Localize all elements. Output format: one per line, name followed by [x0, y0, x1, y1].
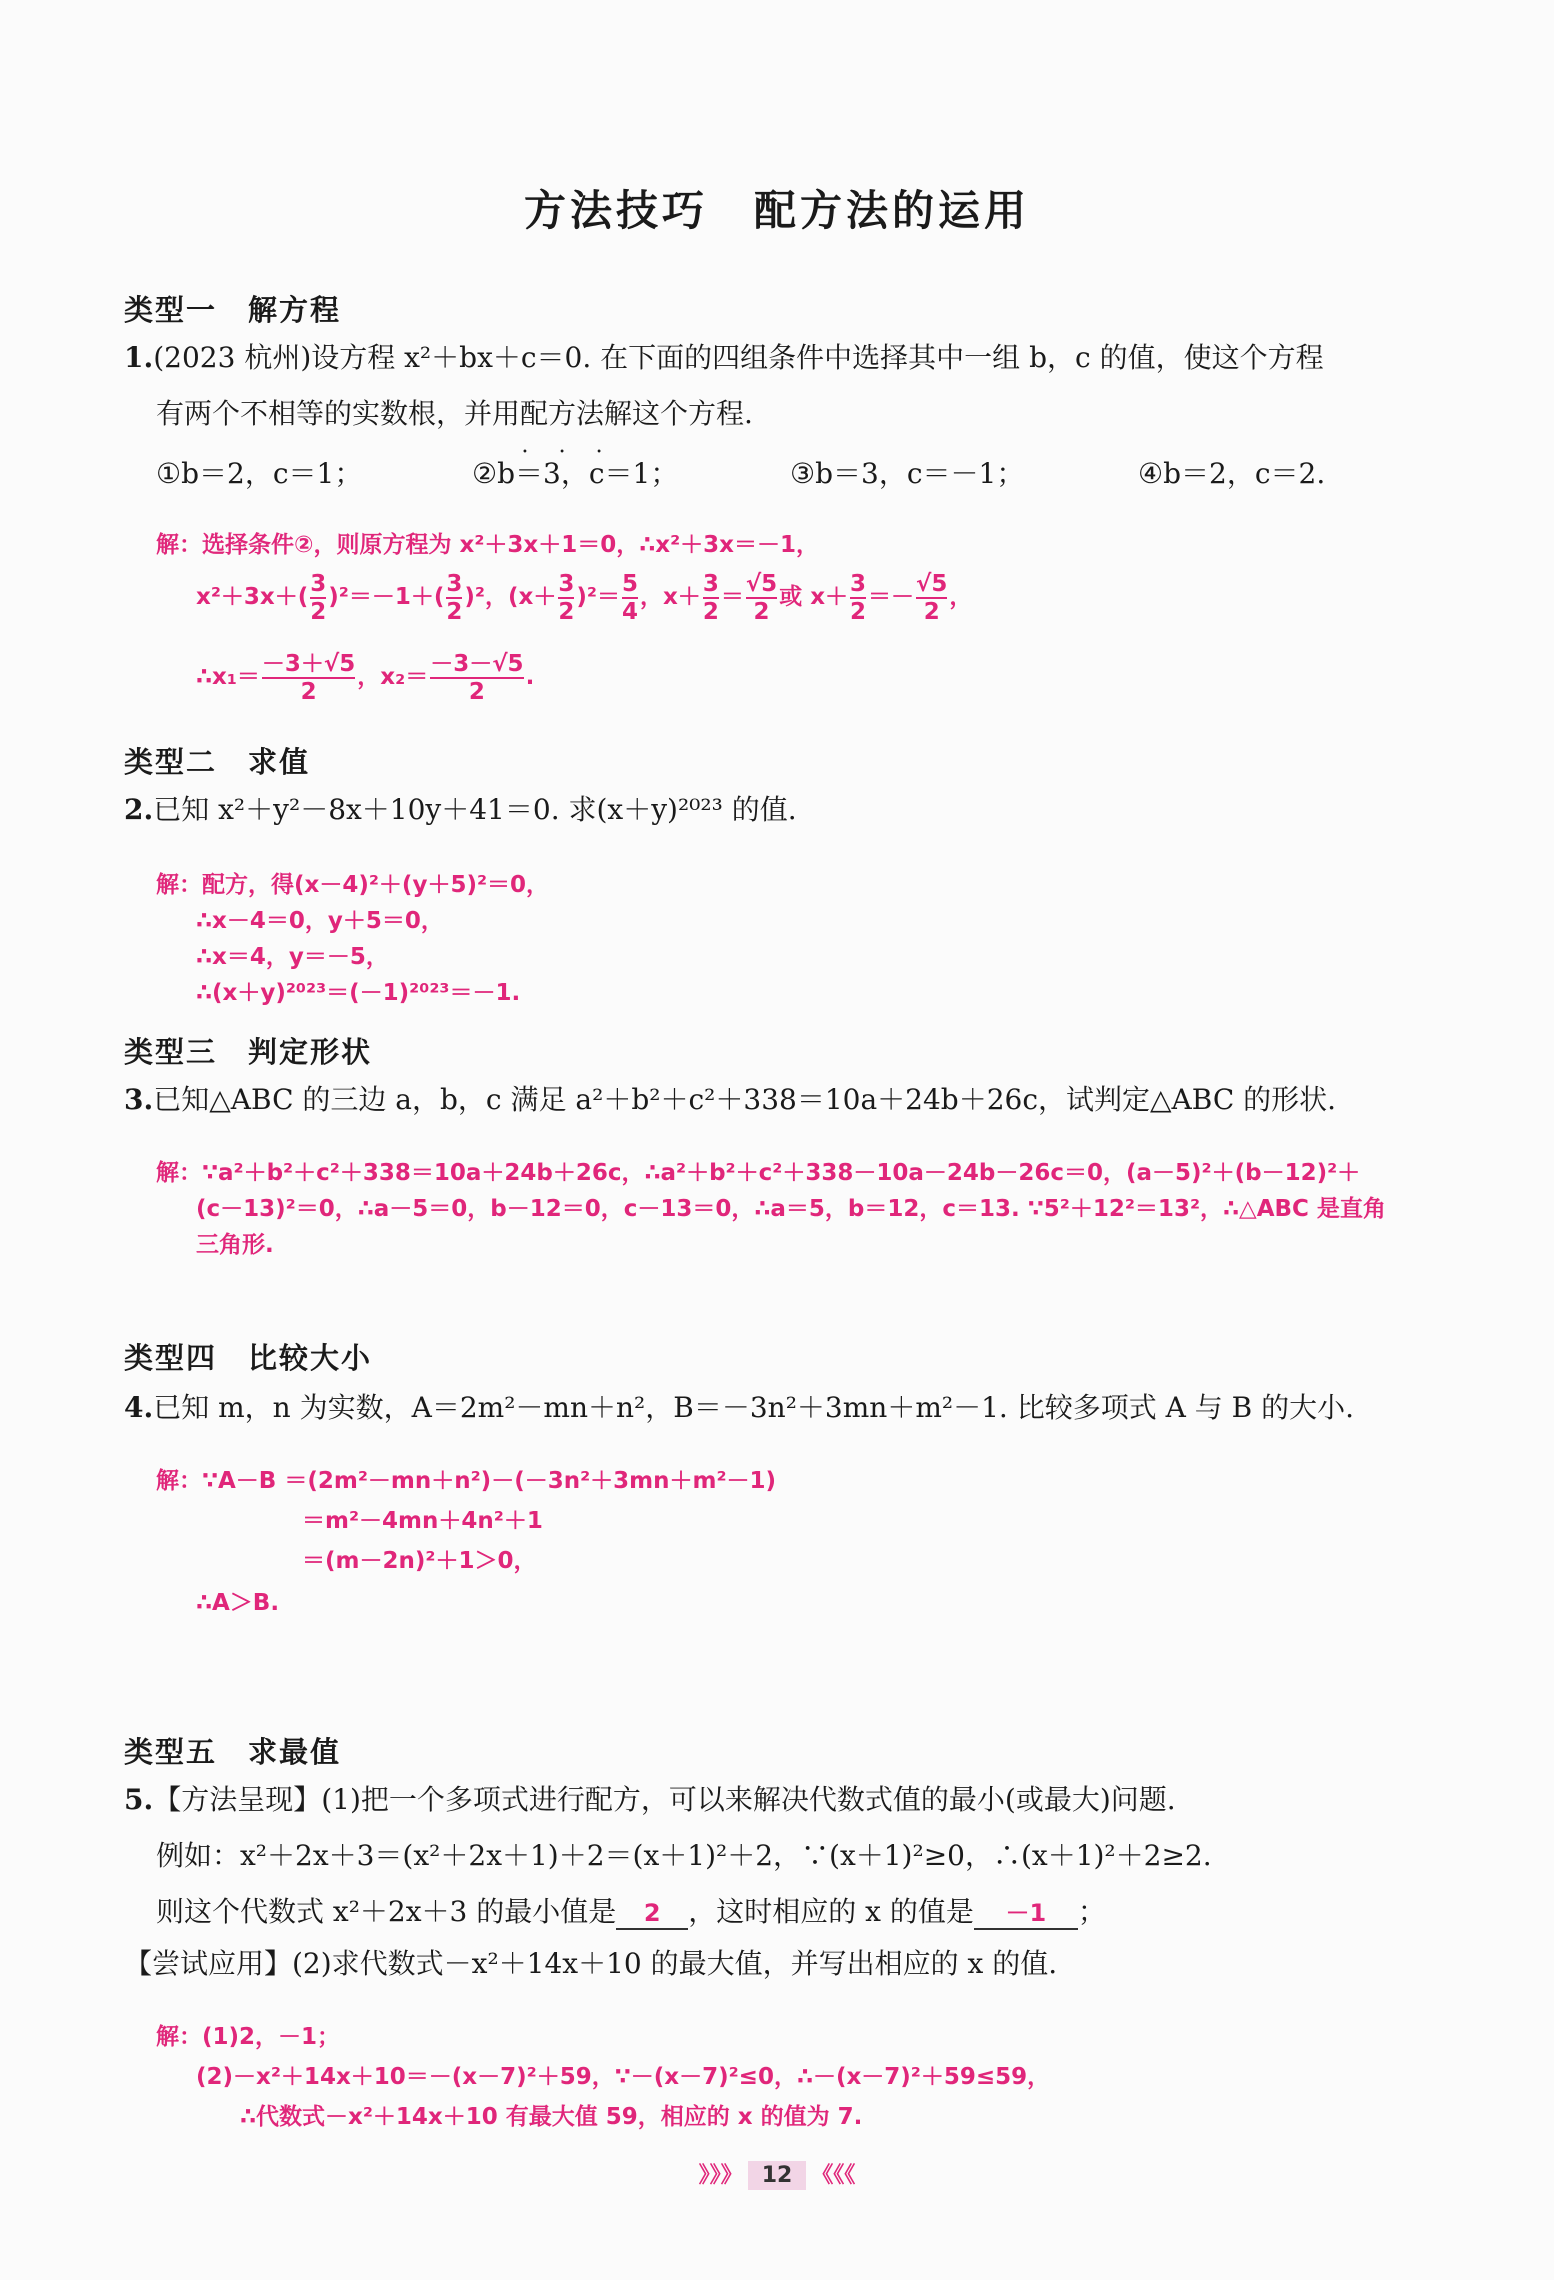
question-text: 已知△ABC 的三边 a，b，c 满足 a²＋b²＋c²＋338＝10a＋24b＋26c，试判定△ABC 的形状. [153, 1083, 1337, 1116]
question-number: 1. [124, 341, 154, 374]
fraction: $\frac{3}{2}$ [558, 570, 575, 625]
question-number: 2. [124, 793, 154, 826]
question-line-1: 【方法呈现】(1)把一个多项式进行配方，可以来解决代数式值的最小(或最大)问题. [153, 1783, 1176, 1816]
question-4 [124, 1380, 1354, 1436]
question-5-line-4: 【尝试应用】(2)求代数式－x²＋14x＋10 的最大值，并写出相应的 x 的值. [124, 1947, 1058, 1980]
solution-4-line-2: ＝m²－4mn＋4n²＋1 [302, 1508, 543, 1534]
question-1-line-2 [156, 386, 753, 442]
question-text: ； [1077, 1895, 1106, 1928]
option-1: ①b＝2，c＝1； [156, 457, 363, 490]
question-5 [124, 1772, 1176, 1828]
question-text: 已知 m，n 为实数，A＝2m²－mn＋n²，B＝－3n²＋3mn＋m²－1. 比较多项式 A 与 B 的大小. [153, 1391, 1355, 1424]
fraction: $\frac{3}{2}$ [446, 570, 463, 625]
question-number: 3. [124, 1083, 154, 1116]
solution-1-line-3 [196, 648, 534, 706]
fraction: $\frac{3}{2}$ [850, 570, 867, 625]
fraction: $\frac{-3+√5}{2}$ [261, 650, 356, 705]
math-text: ，x＋ [639, 584, 701, 610]
question-text: 则这个代数式 x²＋2x＋3 的最小值是 [156, 1895, 617, 1928]
section-heading-5: 类型五 求最值 [124, 1735, 342, 1769]
question-number: 5. [124, 1783, 154, 1816]
math-text: . [525, 664, 535, 690]
solution-5-line-2: (2)－x²＋14x＋10＝－(x－7)²＋59，∵－(x－7)²≤0，∴－(x－7)²＋59≤59， [196, 2064, 1051, 2090]
fraction: $\frac{-3-√5}{2}$ [430, 650, 524, 705]
solution-4-line-3: ＝(m－2n)²＋1＞0， [302, 1548, 537, 1574]
section-heading-3: 类型三 判定形状 [124, 1035, 373, 1069]
solution-5-line-1: 解：(1)2，－1； [156, 2024, 341, 2050]
page-title: 方法技巧 配方法的运用 [523, 186, 1030, 235]
math-text: ， [949, 584, 973, 610]
question-text: 解这个方程. [604, 397, 753, 430]
math-text: ＝－ [868, 584, 915, 610]
emphasized-text: 配方法 • • • [520, 397, 604, 430]
math-text: x²＋3x＋( [196, 584, 309, 610]
solution-2-line-3: ∴x＝4，y＝－5， [196, 944, 389, 970]
math-text: )²＝ [576, 584, 620, 610]
question-5-line-2: 例如：x²＋2x＋3＝(x²＋2x＋1)＋2＝(x＋1)²＋2，∵(x＋1)²≥0，∴(x＋1)²＋2≥2. [156, 1839, 1212, 1872]
solution-2-line-1: 解：配方，得(x－4)²＋(y＋5)²＝0， [156, 872, 550, 898]
solution-3-line-2: (c－13)²＝0，∴a－5＝0，b－12＝0，c－13＝0，∴a＝5，b＝12，c＝13. ∵5²＋12²＝13²，∴△ABC 是直角 [196, 1196, 1386, 1222]
question-text: 有两个不相等的实数根，并用 [156, 397, 521, 430]
solution-3-line-1: 解：∵a²＋b²＋c²＋338＝10a＋24b＋26c，∴a²＋b²＋c²＋338－10a－24b－26c＝0，(a－5)²＋(b－12)²＋ [156, 1160, 1361, 1186]
question-line-1: (2023 杭州)设方程 x²＋bx＋c＝0. 在下面的四组条件中选择其中一组 b，c 的值，使这个方程 [153, 341, 1324, 374]
math-text: ∴x₁＝ [196, 664, 260, 690]
solution-1-line-1: 解：选择条件②，则原方程为 x²＋3x＋1＝0，∴x²＋3x＝－1， [156, 532, 819, 558]
option-3: ③b＝3，c＝－1； [790, 457, 1025, 490]
math-text: )²，(x＋ [464, 584, 557, 610]
answer-blank-2: －1 [974, 1898, 1078, 1930]
option-2: ②b＝3，c＝1； [472, 457, 679, 490]
fraction: $\frac{√5}{2}$ [745, 570, 778, 625]
option-4: ④b＝2，c＝2. [1138, 457, 1326, 490]
section-heading-2: 类型二 求值 [124, 745, 311, 779]
solution-2-line-4: ∴(x＋y)²⁰²³＝(－1)²⁰²³＝－1. [196, 980, 521, 1006]
fraction: $\frac{√5}{2}$ [916, 570, 948, 625]
section-heading-1: 类型一 解方程 [124, 293, 342, 327]
solution-4-line-4: ∴A＞B. [196, 1590, 280, 1616]
section-heading-4: 类型四 比较大小 [124, 1341, 373, 1375]
math-text: ＝ [720, 584, 744, 610]
fraction: $\frac{5}{4}$ [621, 570, 638, 625]
question-text: 已知 x²＋y²－8x＋10y＋41＝0. 求(x＋y)²⁰²³ 的值. [153, 793, 797, 826]
question-text: ，这时相应的 x 的值是 [688, 1895, 974, 1928]
math-text: 或 x＋ [779, 584, 849, 610]
question-5-line-3 [156, 1884, 1106, 1940]
question-2 [124, 782, 797, 838]
math-text: )²＝－1＋( [328, 584, 445, 610]
fraction: $\frac{3}{2}$ [310, 570, 327, 625]
question-1 [124, 330, 1324, 386]
fraction: $\frac{3}{2}$ [702, 570, 719, 625]
question-number: 4. [124, 1391, 154, 1424]
solution-4-line-1: 解：∵A－B ＝(2m²－mn＋n²)－(－3n²＋3mn＋m²－1) [156, 1468, 777, 1494]
solution-5-line-3: ∴代数式－x²＋14x＋10 有最大值 59，相应的 x 的值为 7. [240, 2104, 863, 2130]
page-footer [0, 2158, 1554, 2190]
math-text: ，x₂＝ [357, 664, 429, 690]
left-arrows-icon: 》》》 [698, 2163, 743, 2188]
right-arrows-icon: 《《《 [811, 2163, 856, 2188]
solution-1-line-2 [196, 568, 972, 626]
answer-blank-1: 2 [616, 1898, 688, 1930]
solution-2-line-2: ∴x－4＝0，y＋5＝0， [196, 908, 444, 934]
question-3 [124, 1072, 1336, 1128]
page-number: 12 [748, 2161, 807, 2190]
solution-3-line-3: 三角形. [196, 1232, 274, 1258]
